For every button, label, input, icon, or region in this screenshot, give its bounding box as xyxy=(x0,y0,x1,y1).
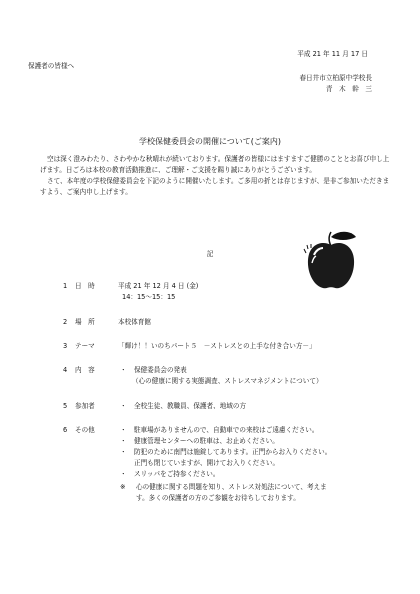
document-title: 学校保健委員会の開催について(ご案内) xyxy=(138,137,282,146)
content-detail: （心の健康に関する実態調査、ストレスマネジメントについて） xyxy=(132,377,323,385)
closing-note-line2: す。多くの保護者の方のご参観をお待ちしております。 xyxy=(136,494,300,502)
note-mark: ※ xyxy=(120,483,126,491)
ki-heading: 記 xyxy=(206,250,214,258)
bullet: ・ xyxy=(120,402,127,410)
event-theme: 「輝け！！いのちパート５ －ストレスとの上手な付き合い方－」 xyxy=(118,342,316,350)
event-date: 平成 21 年 12 月 4 日 (金) xyxy=(118,282,199,290)
item-number: 5 xyxy=(63,402,68,410)
health-center-note: 健康管理センターへの駐車は、お止めください。 xyxy=(134,437,279,445)
item-number: 2 xyxy=(63,318,68,326)
item-label: テーマ xyxy=(75,342,95,350)
school-name: 春日井市立柏原中学校長 xyxy=(299,74,372,82)
bullet: ・ xyxy=(120,426,127,434)
apple-illustration xyxy=(302,227,360,293)
bullet: ・ xyxy=(120,437,127,445)
event-place: 本校体育館 xyxy=(118,318,151,326)
recipient-line: 保護者の皆様へ xyxy=(28,62,75,70)
participants-list: 全校生徒、教職員、保護者、地域の方 xyxy=(134,402,247,410)
bullet: ・ xyxy=(120,470,127,478)
item-number: 1 xyxy=(63,282,68,290)
sender-block xyxy=(299,73,372,95)
item-label: 日 時 xyxy=(75,282,95,290)
parking-note: 駐車場がありませんので、自動車での来校はご遠慮ください。 xyxy=(134,426,319,434)
item-label: 参加者 xyxy=(75,402,95,410)
document-date: 平成 21 年 11 月 17 日 xyxy=(297,50,368,58)
principal-name: 青 木 幹 三 xyxy=(325,85,372,93)
gate-note: 防犯のために南門は施錠してあります。正門からお入りください。 xyxy=(134,448,332,456)
item-number: 3 xyxy=(63,342,68,350)
announcement-paragraph: さて、本年度の学校保健委員会を下記のように開催いたします。ご多用の折とは存じますが、是非ご参加いただきますよう、ご案内申し上げます。 xyxy=(40,177,390,196)
content-main: 保健委員会の発表 xyxy=(134,366,187,374)
event-time: 14：15～15：15 xyxy=(122,293,176,301)
closing-note-line1: 心の健康に関する問題を知り、ストレス対処法について、考えま xyxy=(136,483,327,491)
body-text xyxy=(40,154,392,198)
item-number: 4 xyxy=(63,366,68,374)
greeting-paragraph: 空は深く澄みわたり、さわやかな秋晴れが続いております。保護者の皆様にはますますご健勝のこととお喜び申し上げます。日ごろは本校の教育活動推進に、ご理解・ご支援を賜り誠にありがとうございます。 xyxy=(40,155,390,174)
item-label: 内 容 xyxy=(75,366,95,374)
gate-note-continued: 正門も閉じていますが、開けてお入りください。 xyxy=(134,459,280,467)
item-label: 場 所 xyxy=(75,318,95,326)
item-label: その他 xyxy=(75,426,95,434)
slipper-note: スリッパをご持参ください。 xyxy=(134,470,220,478)
item-number: 6 xyxy=(63,426,68,434)
bullet: ・ xyxy=(120,366,127,374)
bullet: ・ xyxy=(120,448,127,456)
